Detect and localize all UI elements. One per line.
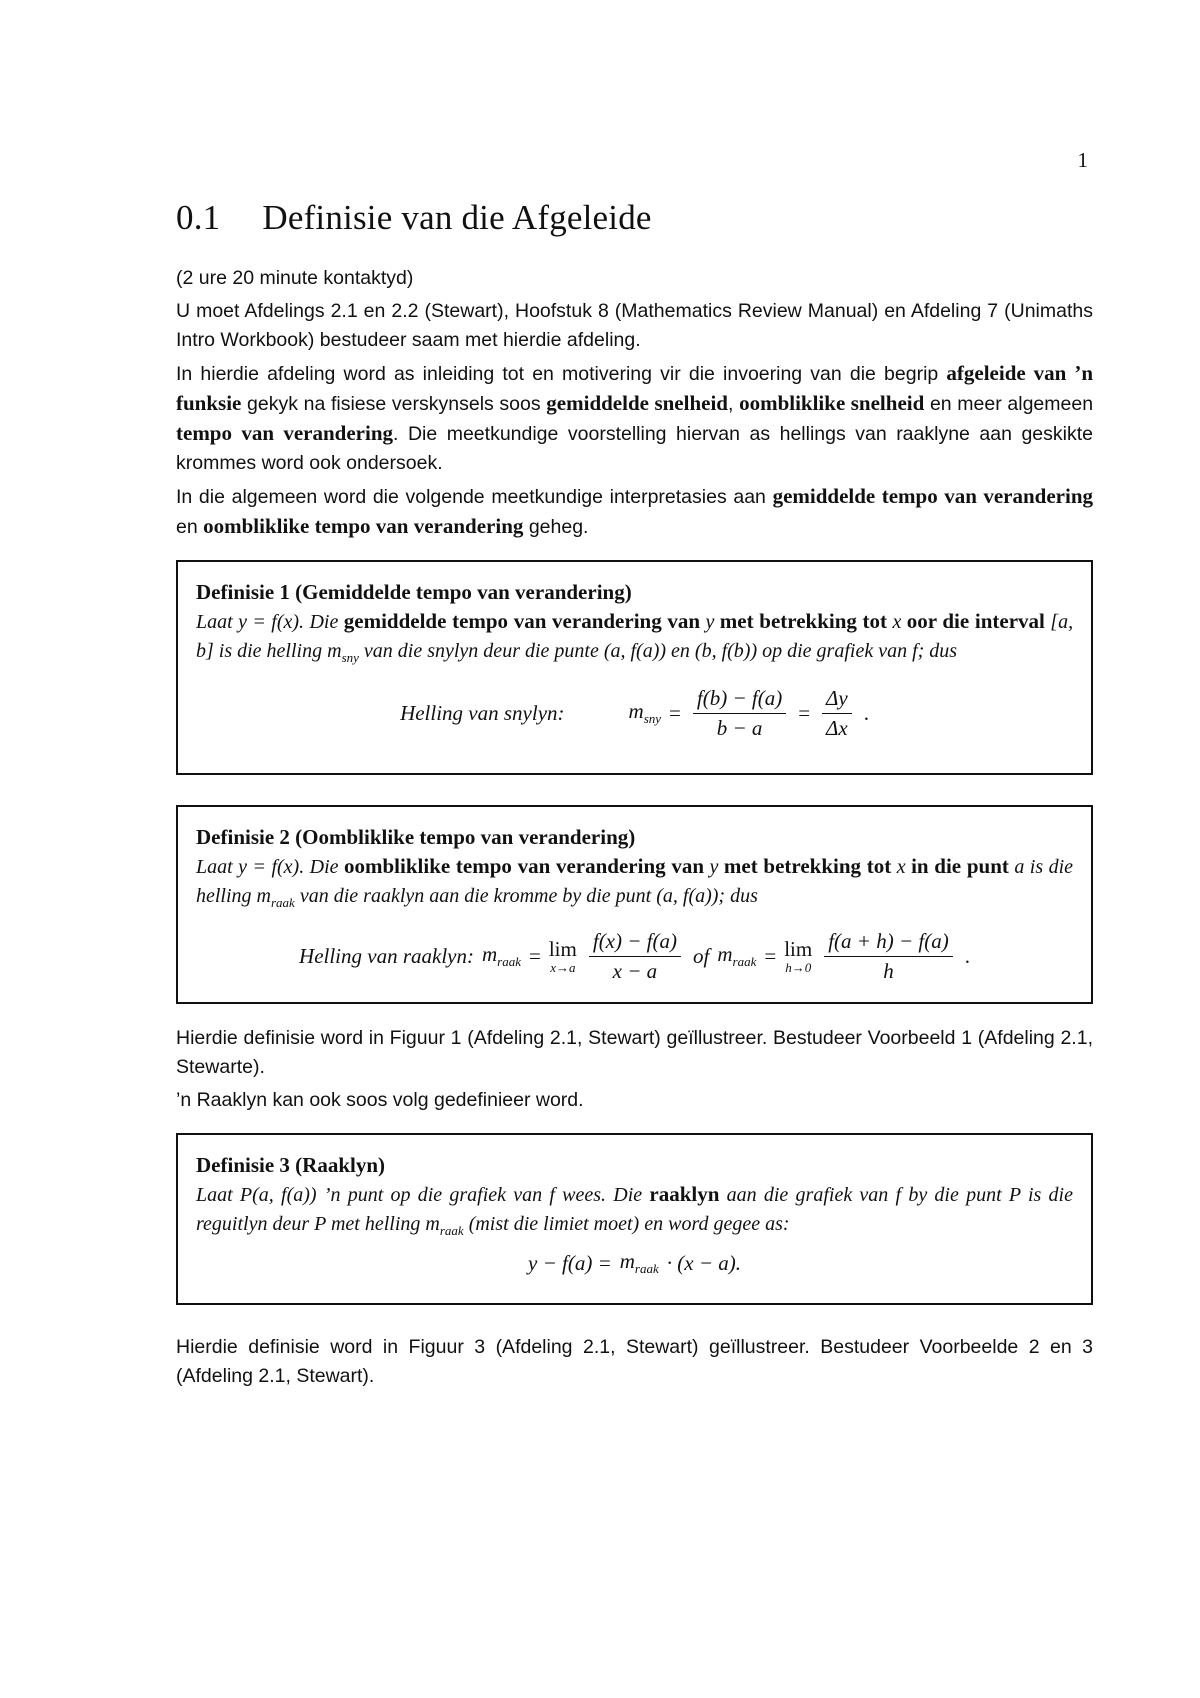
tangent-slope-fraction-1: $\frac{f(x) - f(a)}{x - a}$ [589, 929, 681, 984]
interpretation-paragraph: In die algemeen word die volgende meetkundige interpretasies aan gemiddelde tempo van verandering en oombliklike tempo van verandering geheg. [176, 484, 1094, 538]
definition-3-text: Laat P(a, f(a)) ’n punt op die grafiek van f wees. Die raaklyn aan die grafiek van f by die punt P is die reguitlyn deur P met helling $m_{raak}$ (mist die limiet moet) en word gegee as: [196, 1182, 1073, 1238]
tangent-slope-fraction-2: $\frac{f(a + h) - f(a)}{h}$ [824, 929, 952, 984]
section-number: 0.1 [176, 198, 221, 237]
section-title: Definisie van die Afgeleide [262, 198, 652, 237]
limit-x-to-a: lim x→a [548, 937, 577, 975]
definition-2-title: Definisie 2 (Oombliklike tempo van verandering) [196, 825, 636, 849]
definition-1-formula: Helling van snylyn: $m_{sny}$ = $\frac{f(b) - f(a)}{b - a}$ = $\frac{\Delta y}{\Delta x}$ . [400, 686, 869, 740]
definition-1-box [176, 560, 1093, 775]
section-heading [176, 198, 1093, 238]
delta-fraction: $\frac{\Delta y}{\Delta x}$ [822, 686, 852, 741]
tangent-line-equation: y − f(a) = $m_{raak}$ · (x − a). [528, 1249, 741, 1277]
tangent-intro: ’n Raaklyn kan ook soos volg gedefinieer word. [176, 1089, 584, 1111]
definition-3-title: Definisie 3 (Raaklyn) [196, 1153, 385, 1177]
definition-2-formula: Helling van raaklyn: $m_{raak}$ = lim x→a $\frac{f(x) - f(a)}{x - a}$ of $m_{raak}$ = lim h→0 $\frac{f(a + h) - f(a)}{h}$ . [299, 929, 970, 983]
definition-3-box [176, 1133, 1093, 1305]
figure-1-reference: Hierdie definisie word in Figuur 1 (Afdeling 2.1, Stewart) geïllustreer. Bestudeer Voorbeeld 1 (Afdeling 2.1, Stewarte). [176, 1027, 1093, 1078]
limit-h-to-0: lim h→0 [784, 937, 813, 975]
definition-2-text: Laat y = f(x). Die oombliklike tempo van verandering van y met betrekking tot x in die punt a is die helling $m_{raak}$ van die raaklyn aan die kromme by die punt (a, f(a)); dus [196, 854, 1074, 910]
document-body [176, 198, 1093, 1395]
definition-2-box [176, 805, 1093, 1004]
intro-paragraph: In hierdie afdeling word as inleiding tot en motivering vir die invoering van die begrip afgeleide van ’n funksie gekyk na fisiese verskynsels soos gemiddelde snelheid, oombliklike snelheid en meer algemeen tempo van verandering. Die meetkundige voorstelling hiervan as hellings van raaklyne aan geskikte krommes word ook ondersoek. [176, 361, 1094, 474]
study-instruction: U moet Afdelings 2.1 en 2.2 (Stewart), Hoofstuk 8 (Mathematics Review Manual) en Afdeling 7 (Unimaths Intro Workbook) bestudeer saam met hierdie afdeling. [176, 300, 1093, 351]
secant-slope-fraction: $\frac{f(b) - f(a)}{b - a}$ [693, 686, 786, 741]
page-number: 1 [1077, 148, 1088, 172]
definition-1-text: Laat y = f(x). Die gemiddelde tempo van verandering van y met betrekking tot x oor die interval [a, b] is die helling $m_{sny}$ van die snylyn deur die punte (a, f(a)) en (b, f(b)) op die grafiek van f; dus [196, 609, 1074, 665]
contact-time: (2 ure 20 minute kontaktyd) [176, 267, 414, 289]
definition-1-title: Definisie 1 (Gemiddelde tempo van verandering) [196, 580, 632, 604]
figure-3-reference: Hierdie definisie word in Figuur 3 (Afdeling 2.1, Stewart) geïllustreer. Bestudeer Voorbeelde 2 en 3 (Afdeling 2.1, Stewart). [176, 1336, 1093, 1388]
